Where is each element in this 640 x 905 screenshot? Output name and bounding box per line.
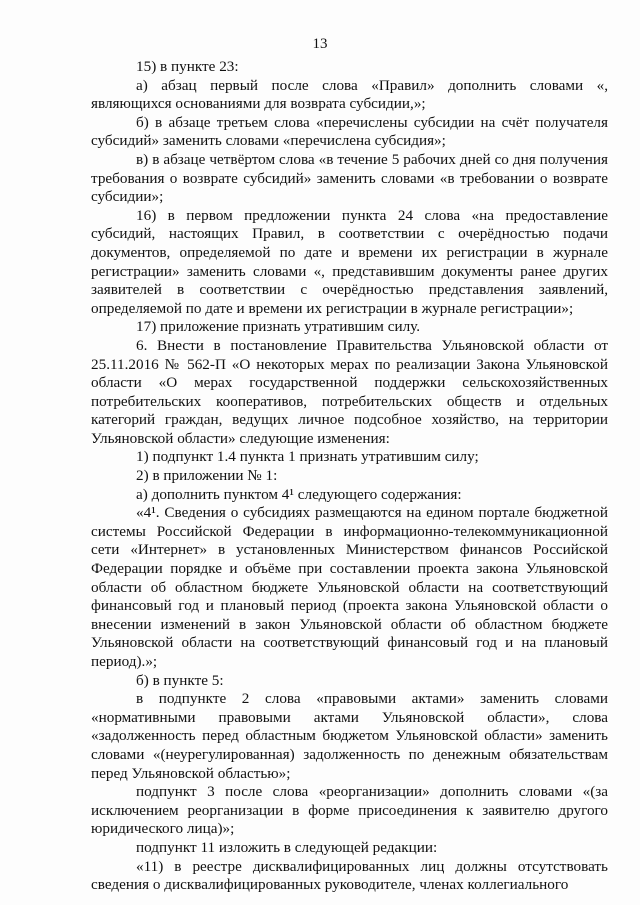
paragraph-15b: б) в абзаце третьем слова «перечислены субсидии на счёт получателя субсидий» заменить словами «перечислена субсидия»; [91,113,608,150]
paragraph-subitem-2: в подпункте 2 слова «правовыми актами» заменить словами «нормативными правовыми актами Ульяновской области», слова «задолженность перед областным бюджетом Ульяновской области» заменить словами «(неурегулированная) задолженность по денежным обязательствам перед Ульяновской областью»; [91,690,608,782]
paragraph-4-1-text: «4¹. Сведения о субсидиях размещаются на едином портале бюджетной системы Российской Федерации в информационно-телекоммуникационной сети «Интернет» в установленных Министерством финансов Российской Федерации порядке и объёме при составлении проекта закона Ульяновской области об областном бюджете Ульяновской области на соответствующий финансовый год и плановый период (проекта закона Ульяновской области о внесении изменений в закон Ульяновской области об областном бюджете Ульяновской области на соответствующий финансовый год и на плановый период).»; [91,504,608,670]
paragraph-15a: а) абзац первый после слова «Правил» дополнить словами «, являющихся основаниями для возврата субсидии,»; [91,76,608,113]
paragraph-6-2a: а) дополнить пунктом 4¹ следующего содержания: [136,485,462,503]
paragraph-17: 17) приложение признать утратившим силу. [136,318,421,336]
paragraph-15-item-23: 15) в пункте 23: [136,58,239,75]
paragraph-6-1: 1) подпункт 1.4 пункта 1 признать утратившим силу; [136,448,479,466]
page-number: 13 [312,36,328,52]
paragraph-6-2b: б) в пункте 5: [136,671,224,689]
paragraph-subitem-11-text: «11) в реестре дисквалифицированных лиц должны отсутствовать сведения о дисквалифицированных руководителе, членах коллегиального [91,857,608,894]
paragraph-subitem-11-intro: подпункт 11 изложить в следующей редакции: [136,838,438,856]
paragraph-16: 16) в первом предложении пункта 24 слова «на предоставление субсидий, настоящих Правил, в соответствии с очерёдностью подачи документов, определяемой по дате и времени их регистрации в журнале регистрации» заменить словами «, представившим документы ранее других заявителей в соответствии с очерёдностью представления заявлений, определяемой по дате и времени их регистрации в журнале регистрации»; [91,206,608,317]
document-body [91,58,608,895]
paragraph-6-2: 2) в приложении № 1: [136,467,278,485]
paragraph-subitem-3: подпункт 3 после слова «реорганизации» дополнить словами «(за исключением реорганизации в форме присоединения к заявителю другого юридического лица)»; [91,783,608,838]
paragraph-15v: в) в абзаце четвёртом слова «в течение 5 рабочих дней со дня получения требования о возврате субсидий» заменить словами «в требовании о возврате субсидии»; [91,150,608,206]
paragraph-6-intro: 6. Внести в постановление Правительства Ульяновской области от 25.11.2016 № 562-П «О некоторых мерах по реализации Закона Ульяновской области «О мерах государственной поддержки сельскохозяйственных потребительских кооперативов, потребительских обществ и отдельных категорий граждан, ведущих личное подсобное хозяйство, на территории Ульяновской области» следующие изменения: [91,336,608,447]
